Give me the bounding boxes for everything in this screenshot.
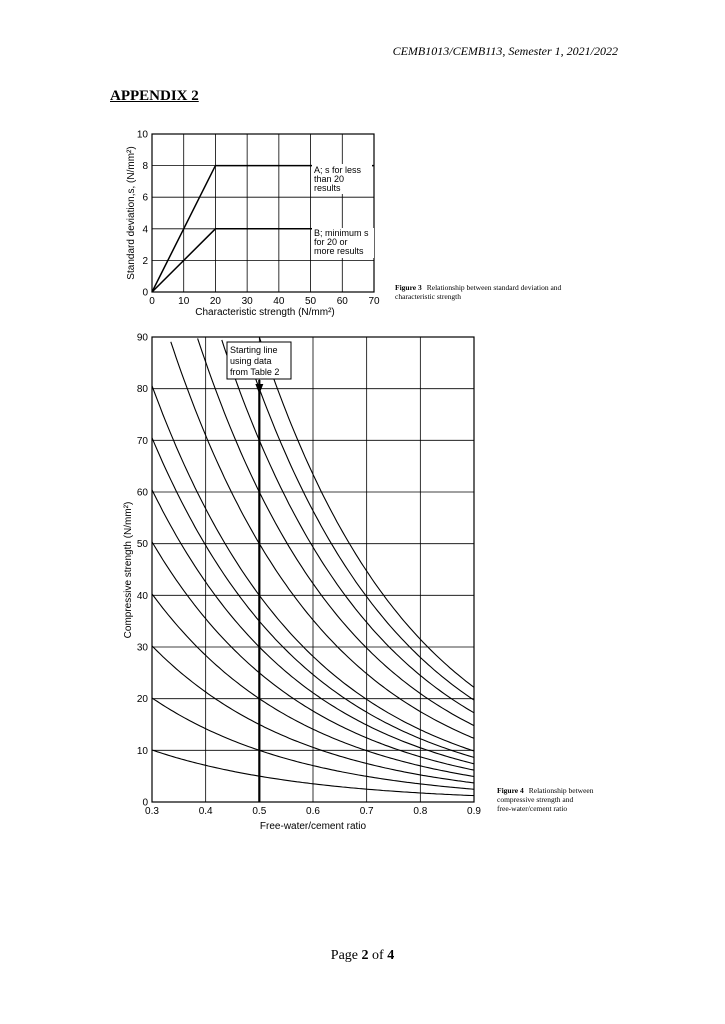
fig4-x-tick-label: 0.4	[198, 806, 213, 817]
fig4-y-tick-label: 20	[136, 694, 148, 706]
fig3-y-tick-label: 10	[136, 129, 148, 141]
fig4-x-tick-label: 0.6	[306, 806, 320, 817]
annotation-b-line-3: more results	[314, 246, 364, 256]
figure-3-caption-text-2: characteristic strength	[395, 292, 462, 301]
figure-3-caption-text-1: Relationship between standard deviation and	[426, 283, 562, 292]
page-number: 2	[361, 948, 369, 963]
course-header: CEMB1013/CEMB113, Semester 1, 2021/2022	[392, 44, 618, 58]
page-footer	[0, 948, 725, 964]
figure-3-x-label: Characteristic strength (N/mm²)	[195, 307, 335, 318]
fig3-x-tick-label: 30	[241, 296, 253, 307]
fig4-x-tick-label: 0.8	[413, 806, 428, 817]
fig3-y-tick-label: 4	[142, 224, 148, 236]
figure-4-chart	[123, 333, 594, 833]
annotation-a-line-1: A; s for less	[314, 165, 362, 175]
fig3-x-tick-label: 50	[305, 296, 317, 307]
fig4-y-tick-label: 0	[142, 797, 148, 809]
fig3-y-tick-label: 2	[142, 255, 148, 267]
fig3-x-tick-label: 10	[178, 296, 190, 307]
starting-line-label-1: Starting line	[230, 345, 278, 355]
fig3-x-tick-label: 0	[149, 296, 155, 307]
figure-4-caption-text-2: compressive strength and	[497, 795, 574, 804]
fig4-curve-80	[243, 343, 474, 700]
page-prefix: Page	[330, 948, 362, 963]
fig4-curve-50	[171, 342, 474, 739]
fig3-x-tick-label: 40	[273, 296, 285, 307]
figure-3-grid	[152, 134, 374, 292]
figure-4-caption-label: Figure 4	[497, 786, 524, 795]
figure-4-caption-text-3: free-water/cement ratio	[497, 804, 568, 813]
fig4-y-tick-label: 60	[136, 487, 148, 499]
starting-line-label-2: using data	[230, 356, 272, 366]
fig3-y-tick-label: 0	[142, 287, 148, 299]
fig4-y-tick-label: 50	[136, 539, 148, 551]
fig4-x-tick-label: 0.3	[145, 806, 159, 817]
fig4-x-tick-label: 0.5	[252, 806, 267, 817]
annotation-b-line-2: for 20 or	[314, 237, 348, 247]
fig4-curve-60	[198, 338, 474, 725]
fig4-y-tick-label: 10	[136, 745, 148, 757]
figure-4-ticks	[137, 333, 482, 818]
figure-4-starting-line-label	[227, 342, 291, 379]
appendix-title: APPENDIX 2	[110, 88, 199, 104]
figure-3-caption-label: Figure 3	[395, 283, 422, 292]
fig3-x-tick-label: 20	[209, 296, 221, 307]
fig3-x-tick-label: 60	[336, 296, 348, 307]
figure-4-caption-text-1: Relationship between	[528, 786, 594, 795]
starting-line-label-3: from Table 2	[230, 367, 280, 377]
figure-3-ticks	[137, 130, 380, 308]
fig4-y-tick-label: 90	[136, 332, 148, 344]
figure-4-y-label: Compressive strength (N/mm²)	[123, 501, 134, 639]
fig3-y-tick-label: 8	[142, 161, 148, 173]
fig4-x-tick-label: 0.7	[359, 806, 374, 817]
annotation-a-line-2: than 20	[314, 174, 345, 184]
fig3-x-tick-label: 70	[368, 296, 380, 307]
figure-3-annotation-a	[312, 164, 372, 194]
fig3-frame	[152, 134, 374, 292]
fig4-y-tick-label: 30	[136, 642, 148, 654]
annotation-a-line-3: results	[314, 183, 341, 193]
fig3-y-tick-label: 6	[142, 192, 148, 204]
figure-3-annotation-b	[312, 228, 374, 258]
page-total: 4	[387, 948, 395, 963]
figure-3-chart	[126, 130, 562, 319]
figure-3-y-label: Standard deviation,s, (N/mm²)	[126, 146, 137, 280]
fig4-y-tick-label: 40	[136, 590, 148, 602]
figure-4-x-label: Free-water/cement ratio	[259, 821, 367, 832]
fig4-y-tick-label: 70	[136, 435, 148, 447]
figure-4-caption-line-1	[497, 786, 594, 795]
annotation-b-line-1: B; minimum s	[314, 228, 369, 238]
fig4-y-tick-label: 80	[136, 384, 148, 396]
fig4-x-tick-label: 0.9	[467, 806, 481, 817]
figure-3-caption-line-1	[395, 283, 562, 292]
page-of: of	[368, 948, 388, 963]
